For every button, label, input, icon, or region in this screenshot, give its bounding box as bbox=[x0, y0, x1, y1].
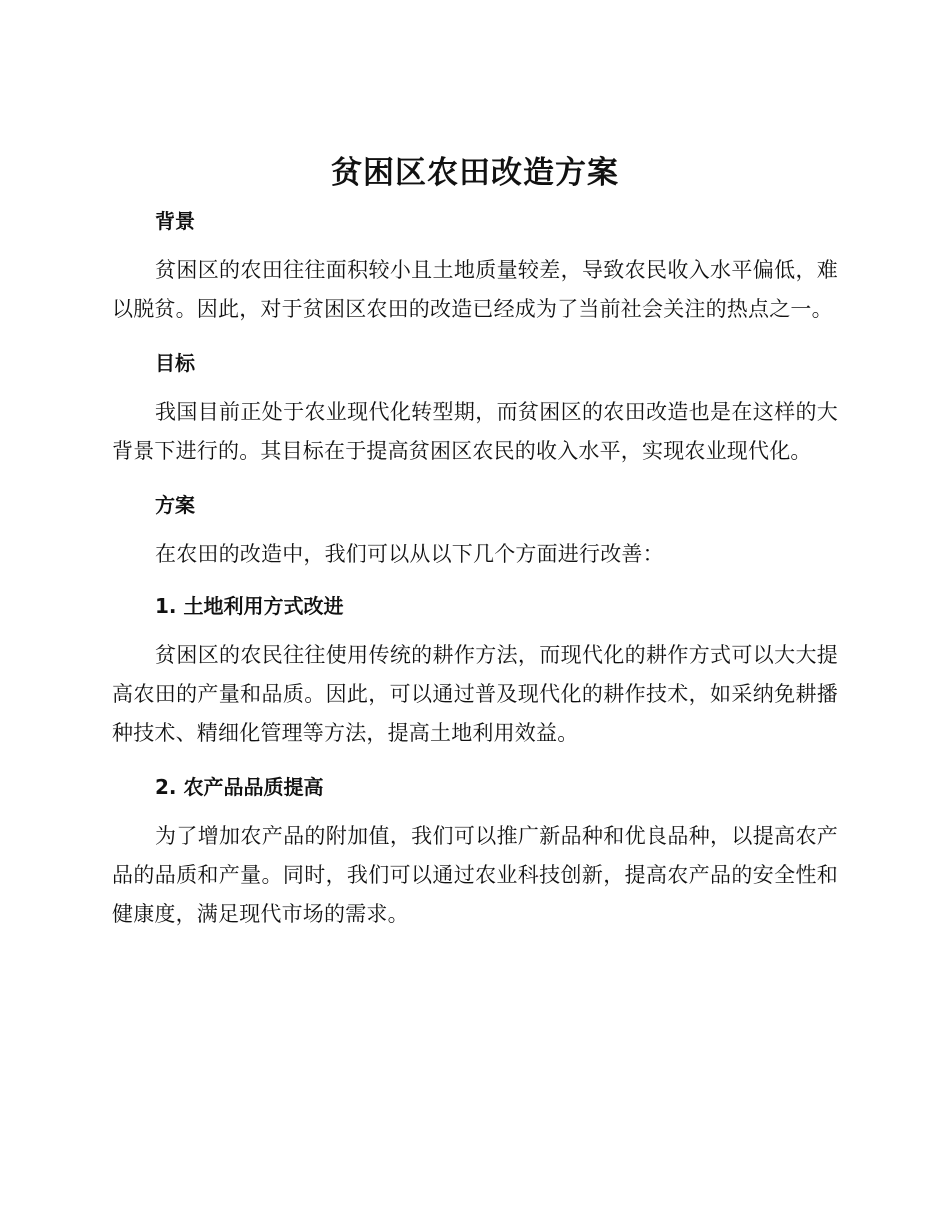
section-paragraph-plan: 在农田的改造中，我们可以从以下几个方面进行改善： bbox=[155, 542, 664, 566]
section-heading-goal: 目标 bbox=[155, 351, 195, 375]
section-heading-background: 背景 bbox=[155, 209, 195, 233]
section-land-use bbox=[112, 586, 838, 753]
section-paragraph-background: 贫困区的农田往往面积较小且土地质量较差，导致农民收入水平偏低，难以脱贫。因此，对于贫困区农田的改造已经成为了当前社会关注的热点之一。 bbox=[112, 258, 838, 321]
section-plan bbox=[112, 485, 838, 574]
section-background bbox=[112, 201, 838, 329]
section-heading-plan: 方案 bbox=[155, 493, 195, 517]
section-product-quality bbox=[112, 767, 838, 934]
section-heading-product-quality: 2. 农产品品质提高 bbox=[155, 775, 324, 799]
section-paragraph-land-use: 贫困区的农民往往使用传统的耕作方法，而现代化的耕作方式可以大大提高农田的产量和品质。因此，可以通过普及现代化的耕作技术，如采纳免耕播种技术、精细化管理等方法，提高土地利用效益。 bbox=[112, 643, 838, 745]
section-paragraph-product-quality: 为了增加农产品的附加值，我们可以推广新品种和优良品种，以提高农产品的品质和产量。同时，我们可以通过农业科技创新，提高农产品的安全性和健康度，满足现代市场的需求。 bbox=[112, 824, 838, 926]
section-goal bbox=[112, 343, 838, 471]
section-heading-land-use: 1. 土地利用方式改进 bbox=[155, 594, 344, 618]
document-title: 贫困区农田改造方案 bbox=[331, 155, 619, 191]
section-paragraph-goal: 我国目前正处于农业现代化转型期，而贫困区的农田改造也是在这样的大背景下进行的。其目标在于提高贫困区农民的收入水平，实现农业现代化。 bbox=[112, 400, 838, 463]
